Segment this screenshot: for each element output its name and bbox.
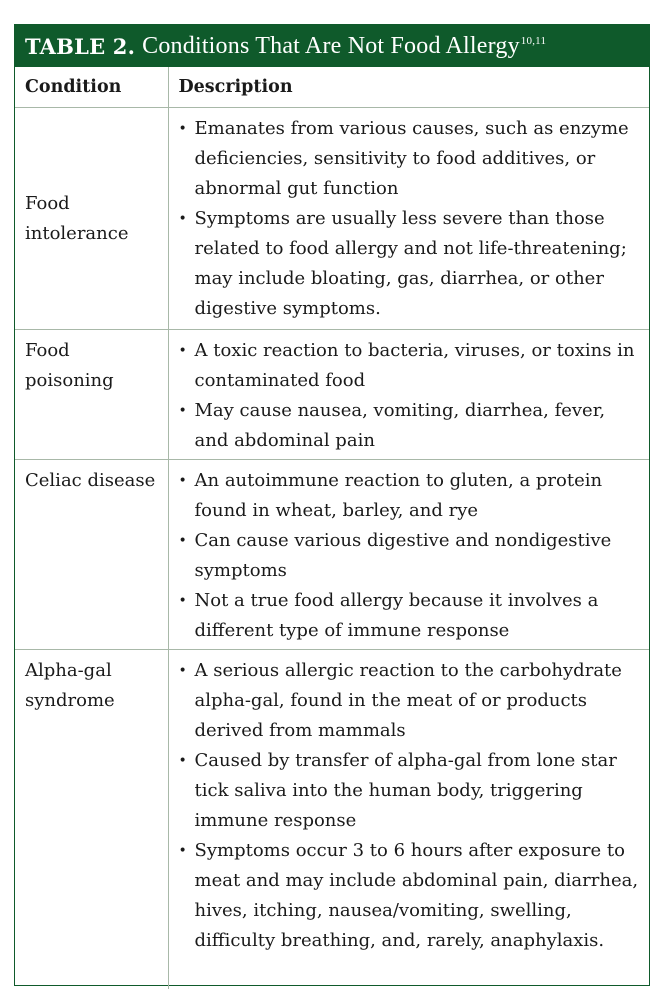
- bullet-icon: •: [178, 121, 187, 137]
- header-condition: Condition: [15, 67, 168, 108]
- title-text: Conditions That Are Not Food Allergy: [142, 32, 520, 59]
- list-item-text: May cause nausea, vomiting, diarrhea, fever, and abdominal pain: [194, 400, 606, 451]
- list-item: [179, 336, 642, 396]
- list-item-text: An autoimmune reaction to gluten, a protein found in wheat, barley, and rye: [194, 470, 603, 521]
- description-list: [179, 336, 642, 456]
- bullet-icon: •: [178, 753, 187, 769]
- list-item: [179, 526, 642, 586]
- header-description: Description: [168, 67, 649, 108]
- table-row: [15, 650, 649, 990]
- list-item-text: A toxic reaction to bacteria, viruses, or toxins in contaminated food: [194, 340, 635, 391]
- table-row: [15, 330, 649, 460]
- table-body: [15, 67, 649, 989]
- list-item-text: Can cause various digestive and nondigestive symptoms: [194, 530, 612, 581]
- condition-cell: Celiac disease: [15, 460, 168, 650]
- description-list: [179, 656, 642, 956]
- description-list: [179, 466, 642, 646]
- table-row: [15, 108, 649, 330]
- description-cell: [168, 650, 649, 990]
- title-references: 10,11: [520, 34, 547, 47]
- bullet-icon: •: [178, 211, 187, 227]
- list-item: [179, 204, 642, 324]
- bullet-icon: •: [178, 473, 187, 489]
- condition-cell: Food poisoning: [15, 330, 168, 460]
- list-item: [179, 656, 642, 746]
- list-item: [179, 586, 642, 646]
- description-cell: [168, 108, 649, 330]
- list-item-text: Emanates from various causes, such as enzyme deficiencies, sensitivity to food additives, or abnormal gut function: [194, 118, 629, 199]
- bullet-icon: •: [178, 343, 187, 359]
- conditions-table: [14, 24, 650, 986]
- header-row: [15, 67, 649, 108]
- list-item: [179, 466, 642, 526]
- table-row: [15, 460, 649, 650]
- table-title: [15, 25, 649, 67]
- description-cell: [168, 330, 649, 460]
- list-item-text: A serious allergic reaction to the carbohydrate alpha-gal, found in the meat of or products derived from mammals: [194, 660, 622, 741]
- bullet-icon: •: [178, 593, 187, 609]
- list-item-text: Symptoms are usually less severe than those related to food allergy and not life-threatening; may include bloating, gas, diarrhea, or other digestive symptoms.: [194, 208, 627, 319]
- description-list: [179, 114, 642, 324]
- list-item-text: Symptoms occur 3 to 6 hours after exposure to meat and may include abdominal pain, diarrhea, hives, itching, nausea/vomiting, swelling, difficulty breathing, and, rarely, anaphylaxis.: [194, 840, 639, 951]
- list-item: [179, 836, 642, 956]
- table-title-text: [142, 33, 546, 60]
- condition-cell: Food intolerance: [15, 108, 168, 330]
- table-label: TABLE 2.: [25, 33, 136, 59]
- list-item-text: Caused by transfer of alpha-gal from lone star tick saliva into the human body, triggering immune response: [194, 750, 617, 831]
- bullet-icon: •: [178, 843, 187, 859]
- condition-cell: Alpha-gal syndrome: [15, 650, 168, 990]
- bullet-icon: •: [178, 403, 187, 419]
- bullet-icon: •: [178, 663, 187, 679]
- list-item: [179, 746, 642, 836]
- bullet-icon: •: [178, 533, 187, 549]
- list-item-text: Not a true food allergy because it involves a different type of immune response: [194, 590, 599, 641]
- description-cell: [168, 460, 649, 650]
- list-item: [179, 396, 642, 456]
- list-item: [179, 114, 642, 204]
